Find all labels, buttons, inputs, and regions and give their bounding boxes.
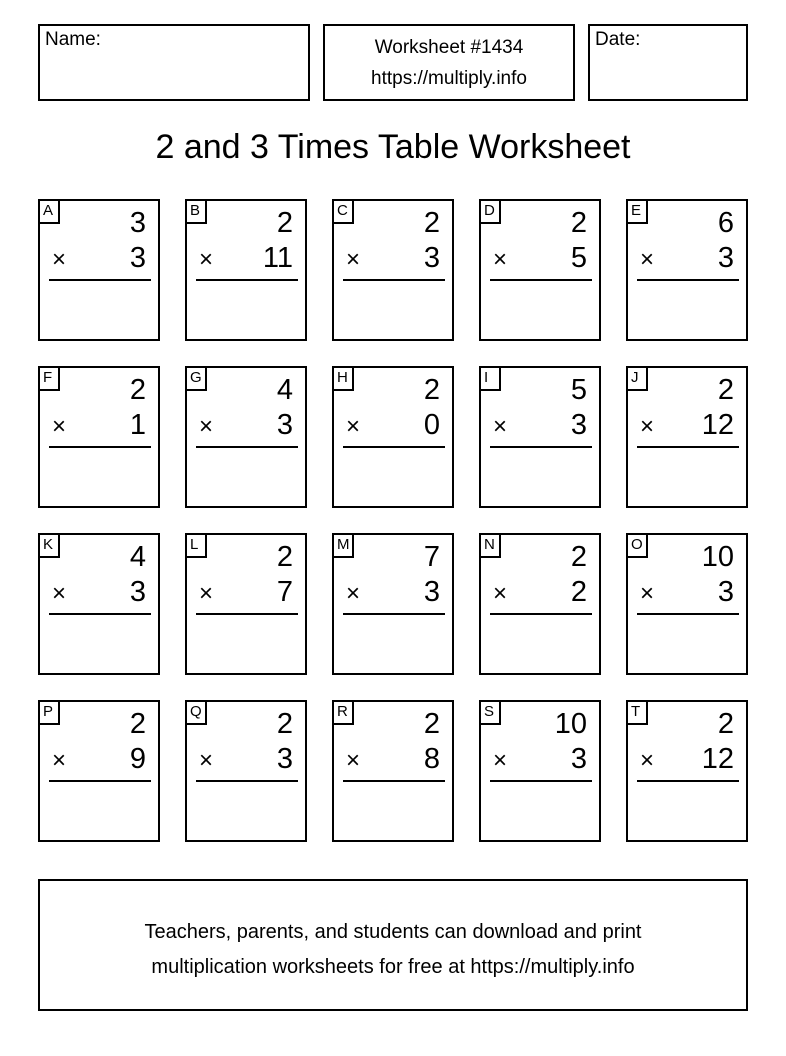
page-title: 2 and 3 Times Table Worksheet — [155, 128, 631, 166]
multiplier: 3 — [276, 409, 293, 441]
problem-letter: H — [334, 368, 354, 391]
problem-card — [38, 366, 160, 508]
problem-letter: P — [40, 702, 60, 725]
name-field-box — [38, 24, 310, 101]
answer-line — [196, 279, 298, 281]
worksheet-url: https://multiply.info — [371, 68, 527, 89]
problem-card — [479, 199, 601, 341]
answer-line — [343, 446, 445, 448]
multiplier: 5 — [570, 242, 587, 274]
multiplicand: 5 — [570, 374, 587, 406]
problem-letter: M — [334, 535, 354, 558]
problem-letter: A — [40, 201, 60, 224]
problem-letter: R — [334, 702, 354, 725]
times-symbol: × — [346, 580, 361, 607]
date-field-box — [588, 24, 748, 101]
multiplicand: 2 — [423, 708, 440, 740]
multiplicand: 2 — [570, 207, 587, 239]
multiplier: 3 — [129, 576, 146, 608]
problem-card — [332, 700, 454, 842]
times-symbol: × — [52, 747, 67, 774]
answer-line — [343, 613, 445, 615]
problem-card — [479, 533, 601, 675]
multiplicand: 4 — [129, 541, 146, 573]
problem-letter: T — [628, 702, 648, 725]
answer-line — [49, 613, 151, 615]
answer-line — [343, 780, 445, 782]
multiplier: 2 — [570, 576, 587, 608]
answer-line — [49, 780, 151, 782]
multiplicand: 10 — [701, 541, 734, 573]
answer-line — [49, 279, 151, 281]
problem-card — [185, 533, 307, 675]
problem-card — [332, 533, 454, 675]
multiplicand: 2 — [717, 708, 734, 740]
times-symbol: × — [199, 747, 214, 774]
problem-letter: C — [334, 201, 354, 224]
times-symbol: × — [493, 580, 508, 607]
multiplier: 3 — [717, 576, 734, 608]
problem-card — [185, 199, 307, 341]
answer-line — [637, 279, 739, 281]
problem-card — [626, 700, 748, 842]
answer-line — [490, 613, 592, 615]
problem-letter: Q — [187, 702, 207, 725]
multiplicand: 2 — [276, 207, 293, 239]
problem-letter: B — [187, 201, 207, 224]
problem-letter: O — [628, 535, 648, 558]
answer-line — [196, 780, 298, 782]
times-symbol: × — [52, 580, 67, 607]
times-symbol: × — [199, 246, 214, 273]
multiplier: 3 — [570, 743, 587, 775]
times-symbol: × — [52, 413, 67, 440]
problem-letter: E — [628, 201, 648, 224]
problem-letter: N — [481, 535, 501, 558]
times-symbol: × — [199, 580, 214, 607]
footer-text — [40, 915, 746, 985]
date-label: Date: — [595, 29, 641, 50]
times-symbol: × — [346, 246, 361, 273]
multiplicand: 6 — [717, 207, 734, 239]
problem-card — [38, 700, 160, 842]
multiplier: 12 — [701, 743, 734, 775]
multiplicand: 7 — [423, 541, 440, 573]
multiplier: 3 — [276, 743, 293, 775]
name-label: Name: — [45, 29, 101, 50]
multiplicand: 2 — [276, 541, 293, 573]
times-symbol: × — [640, 580, 655, 607]
footer-line-2: multiplication worksheets for free at https://multiply.info — [151, 956, 635, 978]
multiplier: 0 — [423, 409, 440, 441]
problem-letter: S — [481, 702, 501, 725]
footer-line-1: Teachers, parents, and students can download and print — [144, 921, 642, 943]
multiplier: 8 — [423, 743, 440, 775]
answer-line — [343, 279, 445, 281]
multiplicand: 3 — [129, 207, 146, 239]
problem-card — [479, 700, 601, 842]
times-symbol: × — [346, 747, 361, 774]
multiplicand: 2 — [570, 541, 587, 573]
multiplicand: 4 — [276, 374, 293, 406]
answer-line — [490, 279, 592, 281]
multiplicand: 2 — [423, 374, 440, 406]
multiplier: 3 — [423, 576, 440, 608]
times-symbol: × — [640, 246, 655, 273]
times-symbol: × — [199, 413, 214, 440]
problem-letter: J — [628, 368, 648, 391]
problem-card — [626, 533, 748, 675]
times-symbol: × — [493, 246, 508, 273]
times-symbol: × — [52, 246, 67, 273]
worksheet-number: Worksheet #1434 — [374, 37, 524, 58]
problem-letter: I — [481, 368, 501, 391]
times-symbol: × — [640, 413, 655, 440]
multiplicand: 10 — [554, 708, 587, 740]
problem-card — [626, 199, 748, 341]
answer-line — [637, 446, 739, 448]
problem-card — [479, 366, 601, 508]
problem-card — [626, 366, 748, 508]
problem-letter: K — [40, 535, 60, 558]
worksheet-info-box — [323, 24, 575, 101]
answer-line — [637, 613, 739, 615]
problem-letter: L — [187, 535, 207, 558]
problem-card — [332, 366, 454, 508]
multiplier: 1 — [129, 409, 146, 441]
answer-line — [49, 446, 151, 448]
multiplier: 12 — [701, 409, 734, 441]
times-symbol: × — [493, 747, 508, 774]
problem-card — [185, 366, 307, 508]
multiplier: 3 — [717, 242, 734, 274]
answer-line — [490, 780, 592, 782]
answer-line — [490, 446, 592, 448]
problem-card — [332, 199, 454, 341]
times-symbol: × — [493, 413, 508, 440]
times-symbol: × — [640, 747, 655, 774]
multiplier: 3 — [129, 242, 146, 274]
problem-letter: D — [481, 201, 501, 224]
problem-card — [38, 533, 160, 675]
problem-card — [185, 700, 307, 842]
times-symbol: × — [346, 413, 361, 440]
multiplicand: 2 — [129, 708, 146, 740]
multiplier: 9 — [129, 743, 146, 775]
multiplier: 3 — [423, 242, 440, 274]
answer-line — [196, 446, 298, 448]
answer-line — [637, 780, 739, 782]
multiplicand: 2 — [276, 708, 293, 740]
multiplier: 7 — [276, 576, 293, 608]
problem-letter: F — [40, 368, 60, 391]
answer-line — [196, 613, 298, 615]
multiplicand: 2 — [129, 374, 146, 406]
footer-box — [38, 879, 748, 1011]
multiplicand: 2 — [717, 374, 734, 406]
multiplier: 3 — [570, 409, 587, 441]
multiplier: 11 — [262, 242, 293, 274]
multiplicand: 2 — [423, 207, 440, 239]
problem-letter: G — [187, 368, 207, 391]
problem-card — [38, 199, 160, 341]
